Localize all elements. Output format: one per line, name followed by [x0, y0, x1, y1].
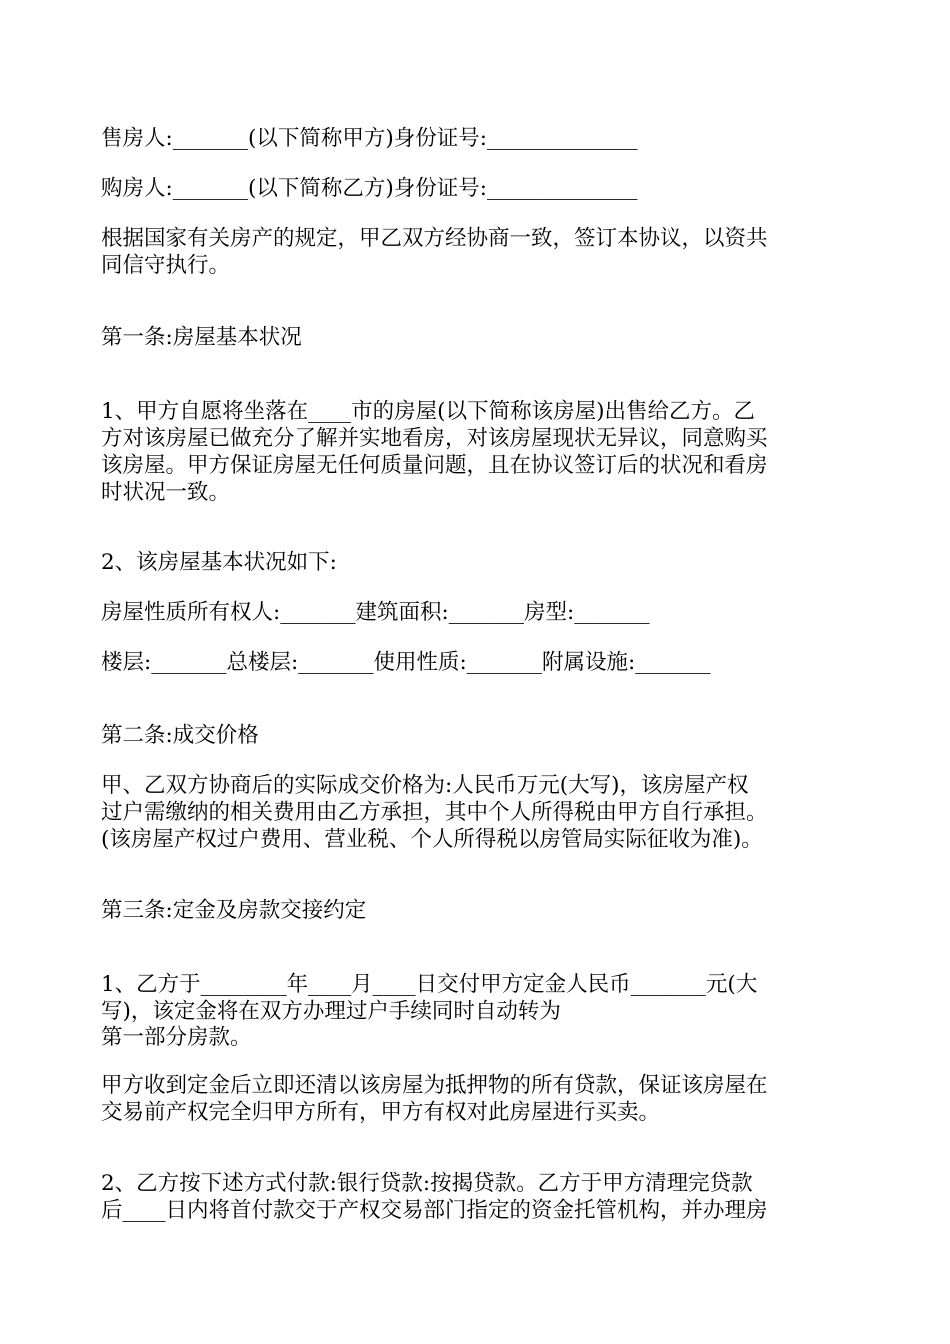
- buyer-line: 购房人:_______(以下简称乙方)身份证号:______________: [101, 176, 638, 201]
- article3-clause1-line-2: 写)，该定金将在双方办理过户手续同时自动转为: [101, 999, 561, 1024]
- house-details-row-1: 房屋性质所有权人:_______建筑面积:_______房型:_______: [101, 600, 650, 625]
- preamble-line-2: 同信守执行。: [101, 253, 231, 278]
- article2-line-1: 甲、乙双方协商后的实际成交价格为:人民币万元(大写)，该房屋产权: [101, 773, 749, 798]
- seller-line: 售房人:_______(以下简称甲方)身份证号:______________: [101, 126, 638, 151]
- house-details-row-2: 楼层:_______总楼层:_______使用性质:_______附属设施:_______: [101, 650, 711, 675]
- article2-heading: 第二条:成交价格: [101, 723, 259, 748]
- article3-clause2-line-1: 2、乙方按下述方式付款:银行贷款:按揭贷款。乙方于甲方清理完贷款: [101, 1171, 753, 1196]
- article3-heading: 第三条:定金及房款交接约定: [101, 898, 367, 923]
- article3-paragraph-line-1: 甲方收到定金后立即还清以该房屋为抵押物的所有贷款，保证该房屋在: [101, 1073, 768, 1098]
- article1-clause2-title: 2、该房屋基本状况如下:: [101, 550, 337, 575]
- article3-clause1-line-3: 第一部分房款。: [101, 1025, 252, 1050]
- article3-clause1-line-1: 1、乙方于________年____月____日交付甲方定金人民币_______元(大: [101, 972, 758, 997]
- article1-clause1-line-1: 1、甲方自愿将坐落在____市的房屋(以下简称该房屋)出售给乙方。乙: [101, 399, 755, 424]
- article2-line-3: (该房屋产权过户费用、营业税、个人所得税以房管局实际征收为准)。: [101, 827, 763, 852]
- article1-clause1-line-2: 方对该房屋已做充分了解并实地看房，对该房屋现状无异议，同意购买: [101, 426, 768, 451]
- preamble-line-1: 根据国家有关房产的规定，甲乙双方经协商一致，签订本协议，以资共: [101, 226, 768, 251]
- article1-clause1-line-4: 时状况一致。: [101, 480, 231, 505]
- article3-clause2-line-2: 后____日内将首付款交于产权交易部门指定的资金托管机构，并办理房: [101, 1198, 768, 1223]
- article3-paragraph-line-2: 交易前产权完全归甲方所有，甲方有权对此房屋进行买卖。: [101, 1100, 661, 1125]
- article2-line-2: 过户需缴纳的相关费用由乙方承担，其中个人所得税由甲方自行承担。: [101, 800, 768, 825]
- article1-clause1-line-3: 该房屋。甲方保证房屋无任何质量问题，且在协议签订后的状况和看房: [101, 453, 768, 478]
- article1-heading: 第一条:房屋基本状况: [101, 325, 302, 350]
